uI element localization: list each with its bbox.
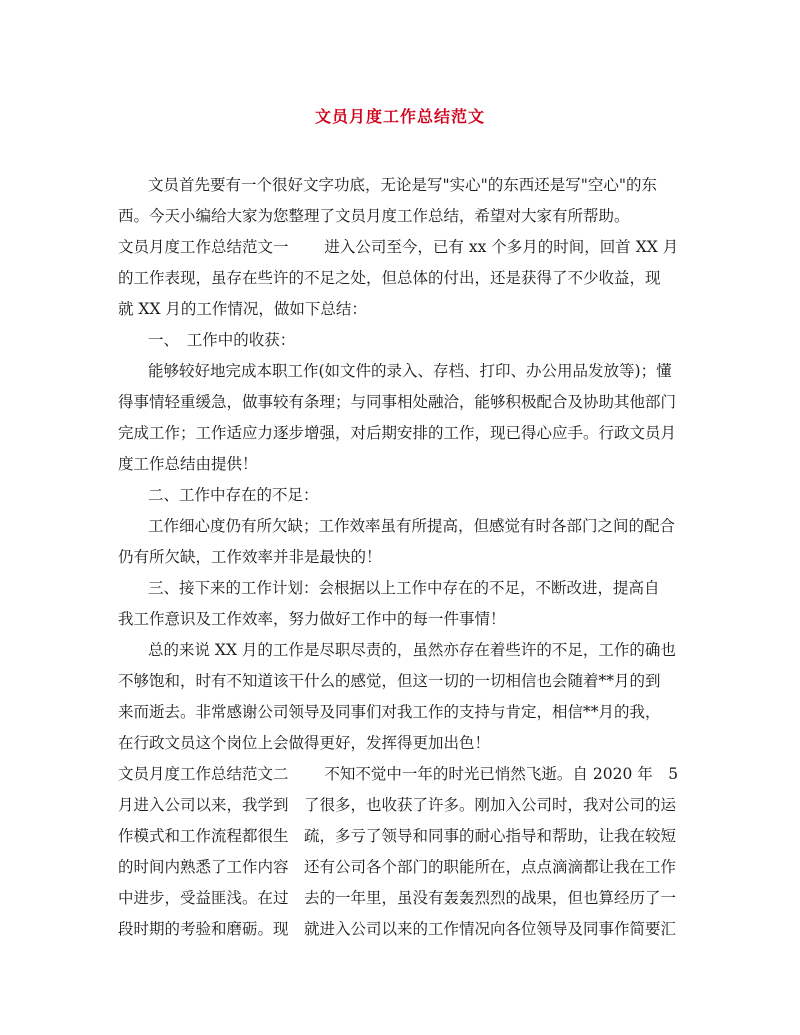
text-line: 不够饱和，时有不知道该干什么的感觉，但这一切的一切相信也会随着**月的到 <box>118 672 661 690</box>
text-line: 作模式和工作流程都很生 疏，多亏了领导和同事的耐心指导和帮助，让我在较短 <box>118 827 677 845</box>
text-line: 西。今天小编给大家为您整理了文员月度工作总结，希望对大家有所帮助。 <box>118 207 630 225</box>
text-line: 我工作意识及工作效率，努力做好工作中的每一件事情！ <box>118 610 506 628</box>
text-line: 就 XX 月的工作情况，做如下总结： <box>118 300 367 318</box>
text-line: 文员首先要有一个很好文字功底，无论是写"实心"的东西还是写"空心"的东 <box>148 176 658 194</box>
text-line: 的工作表现，虽存在些许的不足之处，但总体的付出，还是获得了不少收益，现 <box>118 269 661 287</box>
text-line: 中进步，受益匪浅。在过 去的一年里，虽没有轰轰烈烈的战果，但也算经历了一 <box>118 889 677 907</box>
text-line: 得事情轻重缓急，做事较有条理；与同事相处融洽，能够积极配合及协助其他部门 <box>118 393 677 411</box>
text-line: 能够较好地完成本职工作(如文件的录入、存档、打印、办公用品发放等)；懂 <box>148 362 672 380</box>
text-line: 度工作总结由提供！ <box>118 455 258 473</box>
document-title: 文员月度工作总结范文 <box>314 107 485 126</box>
text-line: 总的来说 XX 月的工作是尽职尽责的，虽然亦存在着些许的不足，工作的确也 <box>148 641 676 659</box>
text-line: 段时期的考验和磨砺。现 就进入公司以来的工作情况向各位领导及同事作简要汇 <box>118 920 677 938</box>
text-line: 仍有所欠缺，工作效率并非是最快的！ <box>118 548 382 566</box>
text-line: 在行政文员这个岗位上会做得更好，发挥得更加出色！ <box>118 734 491 752</box>
text-line: 的时间内熟悉了工作内容 还有公司各个部门的职能所在，点点滴滴都让我在工作 <box>118 858 677 876</box>
section-heading: 二、工作中存在的不足： <box>148 486 319 504</box>
text-line: 来而逝去。非常感谢公司领导及同事们对我工作的支持与肯定，相信**月的我， <box>118 703 661 721</box>
text-line: 文员月度工作总结范文一 进入公司至今，已有 xx 个多月的时间，回首 XX 月 <box>118 238 679 256</box>
text-line: 完成工作；工作适应力逐步增强，对后期安排的工作，现已得心应手。行政文员月 <box>118 424 677 442</box>
text-line: 工作细心度仍有所欠缺；工作效率虽有所提高，但感觉有时各部门之间的配合 <box>148 517 676 535</box>
text-line: 文员月度工作总结范文二 不知不觉中一年的时光已悄然飞逝。自 2020 年 5 <box>118 765 679 783</box>
section-heading: 一、 工作中的收获： <box>148 331 296 349</box>
text-line: 月进入公司以来，我学到 了很多，也收获了许多。刚加入公司时，我对公司的运 <box>118 796 677 814</box>
section-heading: 三、接下来的工作计划：会根据以上工作中存在的不足，不断改进，提高自 <box>148 579 660 597</box>
